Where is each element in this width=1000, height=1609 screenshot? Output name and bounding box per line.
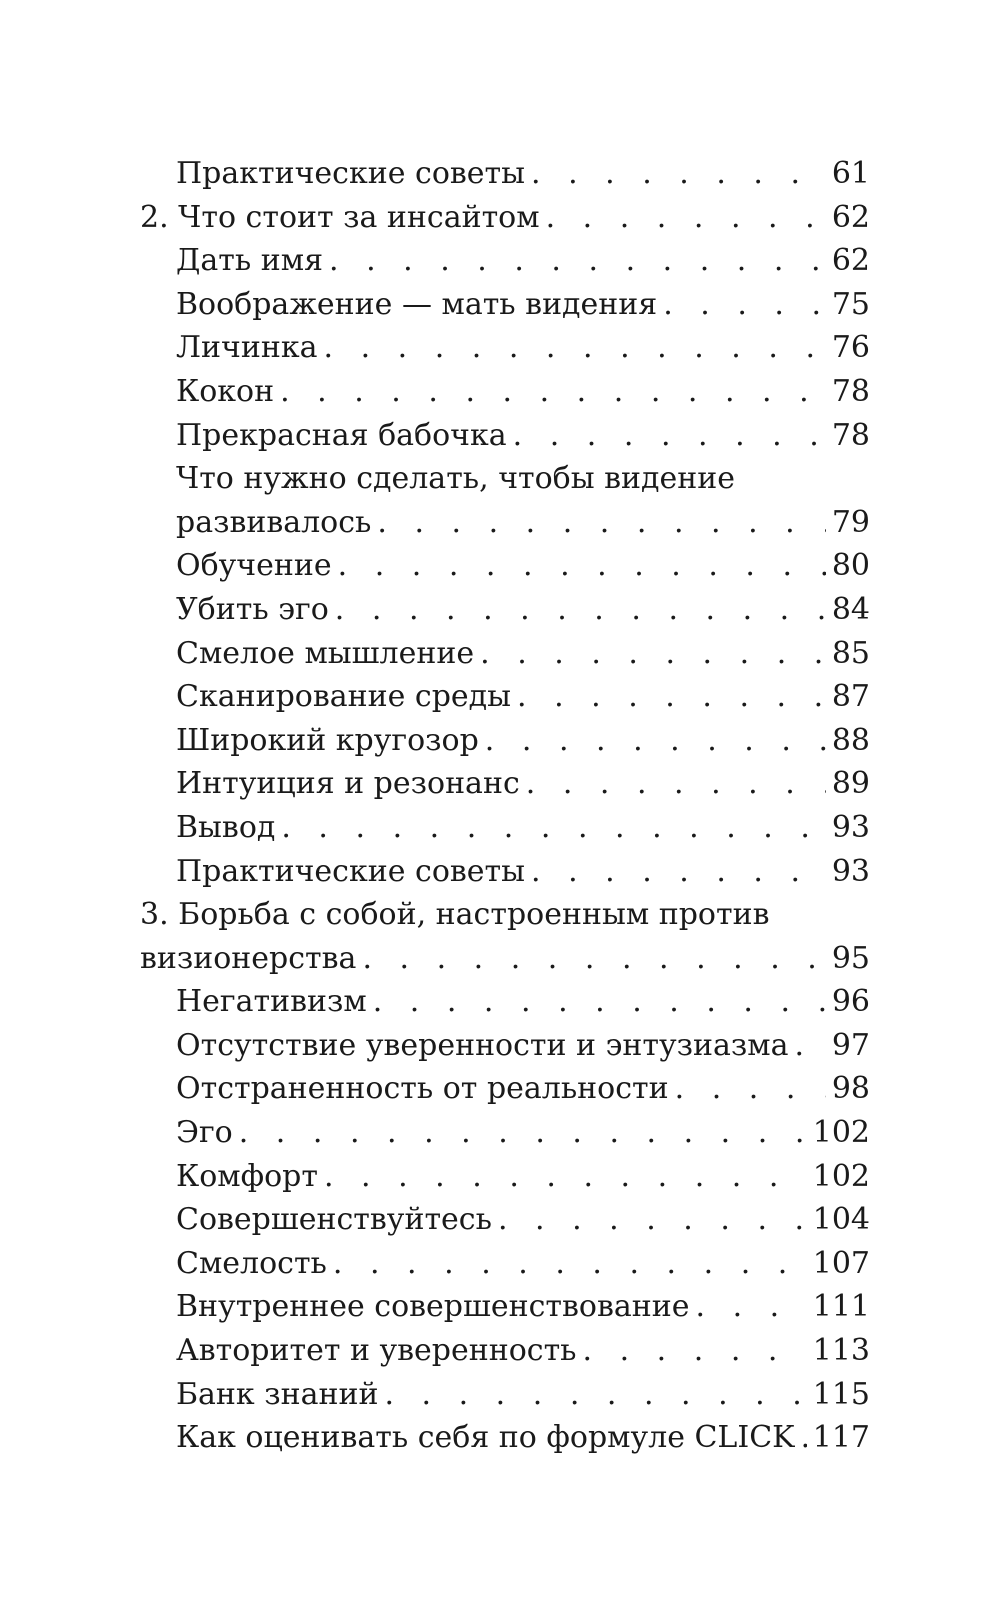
toc-entry-page: 93 xyxy=(831,809,870,845)
toc-entry-title: развивалось xyxy=(176,504,372,540)
toc-entry-page: 75 xyxy=(831,286,870,322)
toc-chapter-entry[interactable] xyxy=(140,196,870,240)
toc-entry[interactable] xyxy=(140,980,870,1024)
toc-entry-title: Как оценивать себя по формуле CLICK xyxy=(176,1420,795,1456)
toc-entry-page: 62 xyxy=(831,199,870,235)
toc-entry-page: 102 xyxy=(812,1115,870,1151)
toc-entry-title: Комфорт xyxy=(176,1158,318,1194)
toc-entry[interactable] xyxy=(140,239,870,283)
dot-leader xyxy=(546,196,826,240)
toc-entry-title: Убить эго xyxy=(176,591,329,627)
toc-entry-title: Практические советы xyxy=(176,156,525,191)
toc-entry-title: Смелое мышление xyxy=(176,635,475,671)
dot-leader xyxy=(517,675,826,719)
toc-entry-page: 111 xyxy=(812,1289,870,1325)
toc-entry[interactable] xyxy=(140,1111,870,1155)
toc-entry-title: Личинка xyxy=(176,330,318,366)
dot-leader xyxy=(384,1373,806,1417)
dot-leader xyxy=(794,1024,825,1068)
dot-leader xyxy=(324,326,826,370)
dot-leader xyxy=(239,1111,807,1155)
toc-entry[interactable] xyxy=(140,501,870,545)
toc-chapter-title: визионерства xyxy=(140,940,357,976)
toc-entry-title: Обучение xyxy=(176,548,332,584)
dot-leader xyxy=(324,1155,807,1199)
toc-entry-page: 104 xyxy=(812,1202,870,1238)
toc-chapter-title: 2. Что стоит за инсайтом xyxy=(140,199,540,235)
toc-entry-page: 80 xyxy=(831,548,870,584)
toc-entry-page: 98 xyxy=(831,1071,870,1107)
dot-leader xyxy=(583,1329,807,1373)
toc-entry-page: 87 xyxy=(831,679,870,715)
toc-entry-page: 78 xyxy=(831,373,870,409)
toc-entry[interactable] xyxy=(140,1329,870,1373)
toc-entry-page: 95 xyxy=(831,940,870,976)
toc-entry-title: Банк знаний xyxy=(176,1376,379,1412)
toc-chapter-title-line1[interactable]: 3. Борьба с собой, настроенным против xyxy=(140,897,770,933)
toc-entry-title: Эго xyxy=(176,1115,233,1151)
toc-entry-title: Воображение — мать видения xyxy=(176,286,658,322)
dot-leader xyxy=(335,588,826,632)
dot-leader xyxy=(675,1067,826,1111)
toc-entry[interactable] xyxy=(140,1373,870,1417)
toc-entry[interactable] xyxy=(140,806,870,850)
toc-entry[interactable] xyxy=(140,762,870,806)
toc-entry-page: 115 xyxy=(812,1376,870,1412)
toc-entry[interactable] xyxy=(140,1285,870,1329)
toc-entry-title: Широкий кругозор xyxy=(176,722,479,758)
toc-entry[interactable] xyxy=(140,1198,870,1242)
toc-entry[interactable] xyxy=(140,414,870,458)
dot-leader xyxy=(696,1285,807,1329)
dot-leader xyxy=(362,937,825,981)
toc-entry-title: Вывод xyxy=(176,809,276,845)
dot-leader xyxy=(280,370,826,414)
toc-entry-title: Прекрасная бабочка xyxy=(176,417,507,453)
toc-entry[interactable] xyxy=(140,1024,870,1068)
toc-entry-page: 79 xyxy=(831,504,870,540)
dot-leader xyxy=(480,632,826,676)
toc-entry[interactable] xyxy=(140,152,870,196)
dot-leader xyxy=(338,544,826,588)
toc-entry[interactable] xyxy=(140,370,870,414)
toc-entry[interactable] xyxy=(140,1155,870,1199)
dot-leader xyxy=(329,239,826,283)
toc-entry-page: 89 xyxy=(831,766,870,802)
toc-entry-page: 78 xyxy=(831,417,870,453)
toc-entry-title: Сканирование среды xyxy=(176,679,512,715)
toc-entry[interactable] xyxy=(140,283,870,327)
toc-entry-title: Внутреннее совершенствование xyxy=(176,1289,690,1325)
toc-entry-page: 93 xyxy=(831,853,870,889)
toc-entry-page: 102 xyxy=(812,1158,870,1194)
toc-entry-page: 84 xyxy=(831,591,870,627)
toc-entry-page: 113 xyxy=(812,1333,870,1369)
toc-entry-page: 97 xyxy=(831,1027,870,1063)
toc-entry-page: 88 xyxy=(831,722,870,758)
dot-leader xyxy=(333,1242,807,1286)
dot-leader xyxy=(531,850,826,894)
toc-entry[interactable] xyxy=(140,1067,870,1111)
dot-leader xyxy=(373,980,826,1024)
toc-entry-title: Дать имя xyxy=(176,243,323,279)
toc-entry-title: Отстраненность от реальности xyxy=(176,1071,669,1107)
toc-entry-title: Кокон xyxy=(176,373,275,409)
toc-entry[interactable] xyxy=(140,632,870,676)
dot-leader xyxy=(377,501,825,545)
toc-entry-page: 85 xyxy=(831,635,870,671)
toc-entry-page: 62 xyxy=(831,243,870,279)
toc-entry[interactable] xyxy=(140,326,870,370)
toc-entry-title: Смелость xyxy=(176,1245,327,1281)
toc-entry[interactable] xyxy=(140,719,870,763)
toc-entry-page: 96 xyxy=(831,984,870,1020)
dot-leader xyxy=(531,152,826,196)
toc-entry[interactable] xyxy=(140,675,870,719)
toc-entry[interactable] xyxy=(140,588,870,632)
toc-chapter-entry[interactable] xyxy=(140,937,870,981)
toc-entry-title: Отсутствие уверенности и энтузиазма xyxy=(176,1027,789,1063)
toc-entry-title: Негативизм xyxy=(176,984,367,1020)
table-of-contents xyxy=(140,152,870,1460)
toc-entry-page: 117 xyxy=(812,1420,870,1456)
dot-leader xyxy=(281,806,825,850)
toc-entry-page: 61 xyxy=(831,156,870,191)
dot-leader xyxy=(485,719,826,763)
dot-leader xyxy=(526,762,826,806)
dot-leader xyxy=(498,1198,807,1242)
toc-entry[interactable] xyxy=(140,544,870,588)
toc-entry-page: 76 xyxy=(831,330,870,366)
toc-entry[interactable] xyxy=(140,1416,870,1460)
toc-entry-title: Авторитет и уверенность xyxy=(176,1333,577,1369)
toc-entry-title: Практические советы xyxy=(176,853,525,889)
toc-entry-page: 107 xyxy=(812,1245,870,1281)
toc-entry-title: Совершенствуйтесь xyxy=(176,1202,492,1238)
toc-entry-title: Интуиция и резонанс xyxy=(176,766,520,802)
toc-entry[interactable] xyxy=(140,1242,870,1286)
dot-leader xyxy=(801,1416,807,1460)
dot-leader xyxy=(663,283,826,327)
toc-entry[interactable] xyxy=(140,850,870,894)
toc-entry-title-line1[interactable]: Что нужно сделать, чтобы видение xyxy=(176,461,736,497)
dot-leader xyxy=(513,414,826,458)
